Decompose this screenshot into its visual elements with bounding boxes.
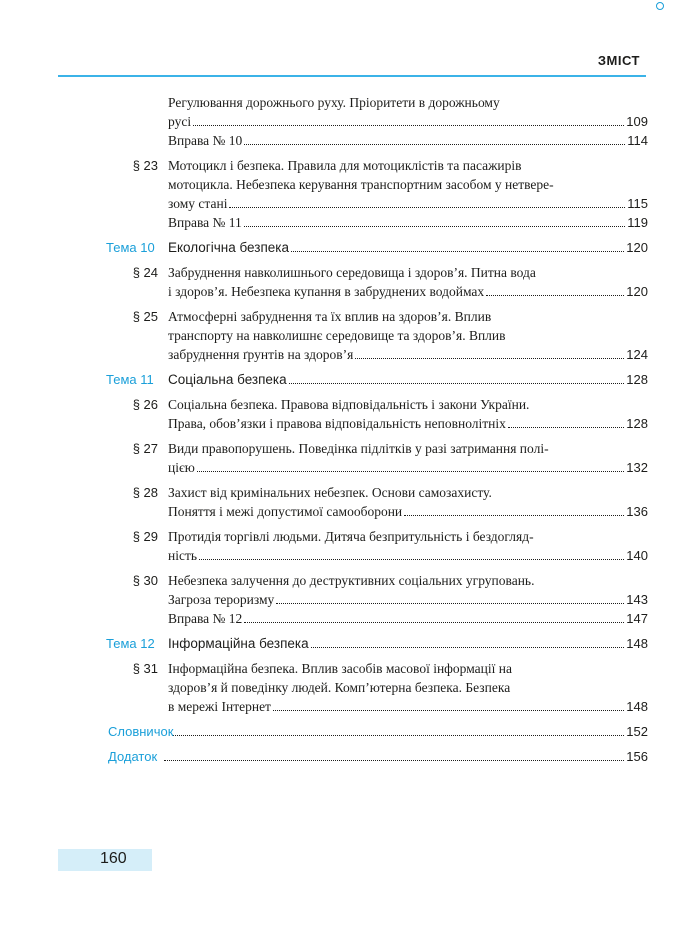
entry-page-number: 120 [626,240,648,255]
entry-page-number: 128 [626,416,648,431]
table-of-contents [106,93,648,766]
entry-page-number: 119 [627,215,648,230]
toc-entry[interactable] [106,307,648,364]
entry-title-line: Захист від кримінальних небезпек. Основи самозахисту. [168,485,492,500]
entry-title-line: Інформаційна безпека. Вплив засобів масової інформації на [168,661,512,676]
entry-title-line: Інформаційна безпека [168,636,309,651]
dot-leader [229,196,625,208]
dot-leader [311,636,625,648]
dot-leader [244,133,625,145]
entry-page-number: 143 [626,592,648,607]
topic-label: Тема 10 [106,240,155,255]
entry-title-line: Забруднення навколишнього середовища і здоров’я. Питна вода [168,265,536,280]
publisher-mark [656,2,696,11]
entry-page-number: 152 [626,724,648,739]
entry-title-line: цією [168,460,195,475]
entry-page-number: 114 [627,133,648,148]
toc-entry[interactable] [106,527,648,565]
entry-page-number: 147 [626,611,648,626]
entry-title-line: Мотоцикл і безпека. Правила для мотоциклістів та пасажирів [168,158,522,173]
section-number: § 23 [132,158,158,173]
entry-title-line: Поняття і межі допустимої самооборони [168,504,403,519]
dot-leader [404,504,624,516]
entry-title-line: транспорту на навколишнє середовище та здоров’я. Вплив [168,328,506,343]
dot-leader [289,372,625,384]
toc-entry[interactable] [106,156,648,213]
dot-leader [197,460,624,472]
entry-page-number: 132 [626,460,648,475]
toc-entry[interactable] [106,722,648,741]
entry-title-line: Загроза тероризму [168,592,275,607]
entry-title-line: Вправа № 12 [168,611,243,626]
toc-entry[interactable] [106,93,648,131]
entry-title-line: Екологічна безпека [168,240,289,255]
section-number: § 27 [132,441,158,456]
dot-leader [244,611,624,623]
entry-page-number: 136 [626,504,648,519]
entry-title-line: Небезпека залучення до деструктивних соціальних угруповань. [168,573,535,588]
toc-entry[interactable] [106,483,648,521]
entry-page-number: 148 [626,636,648,651]
dot-leader [486,284,624,296]
entry-title-line: і здоров’я. Небезпека купання в забруднених водоймах [168,284,485,299]
entry-page-number: 115 [627,196,648,211]
section-number: § 28 [132,485,158,500]
entry-title-line: Соціальна безпека [168,372,287,387]
entry-title-line: Соціальна безпека. Правова відповідальність і закони України. [168,397,530,412]
entry-page-number: 156 [626,749,648,764]
header-divider [58,75,646,77]
entry-page-number: 120 [626,284,648,299]
section-number: § 31 [132,661,158,676]
entry-title-line: мотоцикла. Небезпека керування транспортним засобом у нетвере- [168,177,554,192]
section-number: § 25 [132,309,158,324]
dot-leader [199,548,624,560]
topic-label: Словничок [108,724,174,739]
toc-entry[interactable] [106,213,648,232]
page-header-title: ЗМІСТ [597,53,640,68]
topic-label: Тема 11 [106,372,154,387]
toc-entry[interactable] [106,747,648,766]
entry-title-line: русі [168,114,192,129]
dot-leader [164,749,624,761]
dot-leader [276,592,624,604]
entry-title-line: Права, обов’язки і правова відповідальність неповнолітніх [168,416,506,431]
section-number: § 24 [132,265,158,280]
toc-entry[interactable] [106,238,648,257]
entry-title-line: забруднення ґрунтів на здоров’я [168,347,354,362]
entry-title-line: Регулювання дорожнього руху. Пріоритети в дорожньому [168,95,500,110]
toc-entry[interactable] [106,659,648,716]
entry-page-number: 128 [626,372,648,387]
dot-leader [172,724,624,736]
entry-page-number: 124 [626,347,648,362]
toc-entry[interactable] [106,131,648,150]
section-number: § 30 [132,573,158,588]
dot-leader [193,114,624,126]
toc-entry[interactable] [106,634,648,653]
dot-leader [273,699,624,711]
dot-leader [244,215,625,227]
toc-entry[interactable] [106,263,648,301]
topic-label: Тема 12 [106,636,155,651]
entry-page-number: 109 [626,114,648,129]
entry-page-number: 148 [626,699,648,714]
toc-entry[interactable] [106,439,648,477]
entry-title-line: зому стані [168,196,228,211]
entry-title-line: ність [168,548,198,563]
entry-page-number: 140 [626,548,648,563]
entry-title-line: Види правопорушень. Поведінка підлітків у разі затримання полі- [168,441,549,456]
entry-title-line: Атмосферні забруднення та їх вплив на здоров’я. Вплив [168,309,492,324]
topic-label: Додаток [108,749,158,764]
toc-entry[interactable] [106,571,648,609]
entry-title-line: Вправа № 11 [168,215,242,230]
dot-leader [508,416,624,428]
toc-entry[interactable] [106,370,648,389]
entry-title-line: Протидія торгівлі людьми. Дитяча безпритульність і бездогляд- [168,529,534,544]
page-number: 160 [100,850,127,867]
toc-entry[interactable] [106,395,648,433]
entry-title-line: здоров’я й поведінку людей. Комп’ютерна безпека. Безпека [168,680,511,695]
entry-title-line: в мережі Інтернет [168,699,271,714]
circle-logo-icon [656,2,664,10]
section-number: § 26 [132,397,158,412]
dot-leader [355,347,624,359]
section-number: § 29 [132,529,158,544]
toc-entry[interactable] [106,609,648,628]
dot-leader [291,240,624,252]
entry-title-line: Вправа № 10 [168,133,243,148]
